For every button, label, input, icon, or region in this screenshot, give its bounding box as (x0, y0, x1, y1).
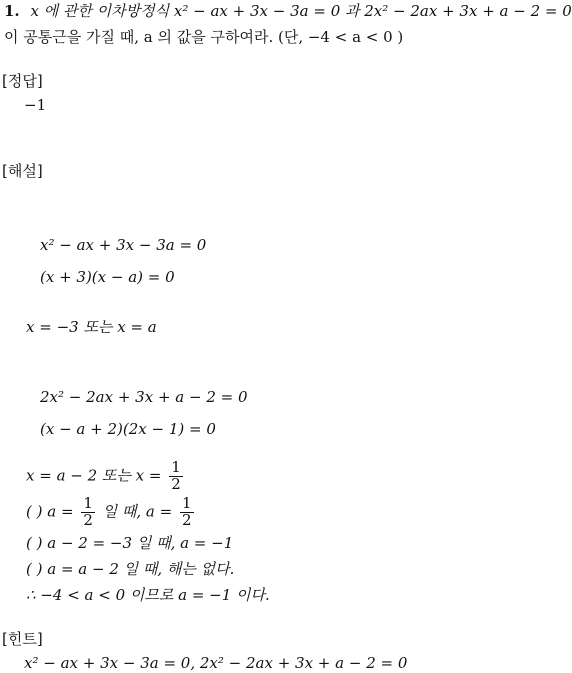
problem-statement-line-1: x 에 관한 이차방정식 x² − ax + 3x − 3a = 0 과 2x² − 2ax + 3x + a − 2 = 0 (30, 2, 572, 20)
fraction-denominator: 2 (83, 510, 93, 529)
solution-root-2-prefix: x = a − 2 또는 x = (26, 466, 162, 485)
solution-case-1-prefix: ( ) a = (26, 502, 74, 521)
fraction-numerator: 1 (171, 458, 181, 476)
fraction-numerator: 1 (182, 494, 192, 512)
solution-case-1-mid: 일 때, a = (102, 502, 173, 521)
problem-number: 1. (4, 2, 20, 20)
solution-case-1 (26, 496, 197, 529)
solution-case-2: ( ) a − 2 = −3 일 때, a = −1 (26, 534, 234, 552)
solution-conclusion: ∴ −4 < a < 0 이므로 a = −1 이다. (26, 586, 270, 604)
fraction-one-half (180, 496, 194, 529)
answer-value: −1 (24, 96, 47, 114)
problem-line-1 (4, 2, 572, 20)
fraction-denominator: 2 (171, 474, 181, 493)
fraction-numerator: 1 (83, 494, 93, 512)
solution-eq-1: x² − ax + 3x − 3a = 0 (40, 236, 207, 254)
hint-header: [힌트] (2, 630, 43, 648)
fraction-denominator: 2 (182, 510, 192, 529)
fraction-one-half (169, 460, 183, 493)
answer-header: [정답] (2, 72, 43, 90)
solution-eq-2: (x + 3)(x − a) = 0 (40, 268, 175, 286)
solution-root-1: x = −3 또는 x = a (26, 318, 157, 336)
solution-header: [해설] (2, 162, 43, 180)
fraction-one-half (81, 496, 95, 529)
solution-case-3: ( ) a = a − 2 일 때, 해는 없다. (26, 560, 235, 578)
problem-statement-line-2: 이 공통근을 가질 때, a 의 값을 구하여라. (단, −4 < a < 0 ) (4, 28, 404, 46)
solution-root-2 (26, 460, 186, 493)
hint-text: x² − ax + 3x − 3a = 0, 2x² − 2ax + 3x + a − 2 = 0 (24, 654, 408, 672)
solution-eq-3: 2x² − 2ax + 3x + a − 2 = 0 (40, 388, 248, 406)
solution-eq-4: (x − a + 2)(2x − 1) = 0 (40, 420, 216, 438)
